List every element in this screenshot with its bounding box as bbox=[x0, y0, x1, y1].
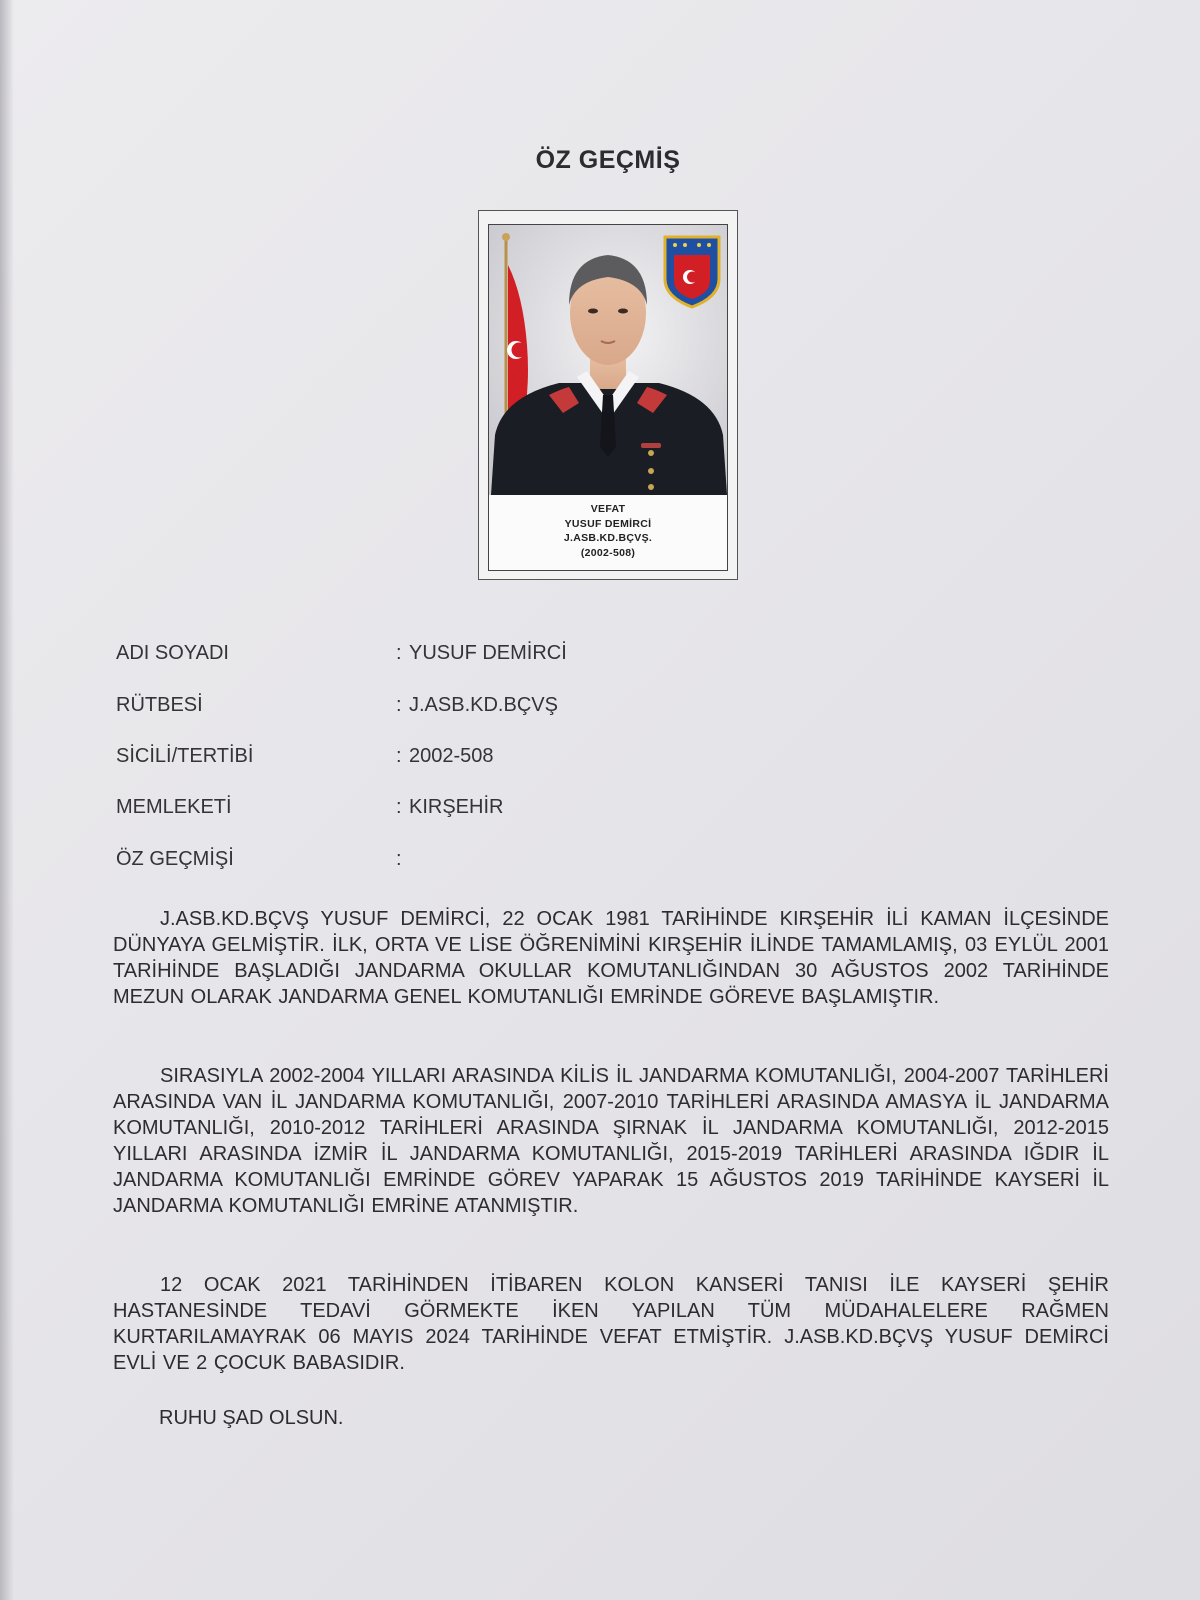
field-value: 2002-508 bbox=[409, 745, 494, 767]
caption-line: VEFAT bbox=[590, 503, 626, 515]
jandarma-emblem-icon bbox=[665, 237, 719, 307]
field-label: RÜTBESİ bbox=[116, 694, 203, 716]
caption-line: J.ASB.KD.BÇVŞ. bbox=[563, 532, 653, 544]
field-label: SİCİLİ/TERTİBİ bbox=[116, 745, 254, 767]
photo-caption bbox=[489, 502, 727, 560]
field-value: KIRŞEHİR bbox=[409, 796, 504, 818]
page-edge-shadow bbox=[0, 0, 14, 1600]
biography-paragraph: J.ASB.KD.BÇVŞ YUSUF DEMİRCİ, 22 OCAK 1981 TARİHİNDE KIRŞEHİR İLİ KAMAN İLÇESİNDE DÜNYAYA GELMİŞTİR. İLK, ORTA VE LİSE ÖĞRENİMİNİ KIRŞEHİR İLİNDE TAMAMLAMIŞ, 03 EYLÜL 2001 TARİHİNDE BAŞLADIĞI JANDARMA OKULLAR KOMUTANLIĞINDAN 30 AĞUSTOS 2002 TARİHİNDE MEZUN OLARAK JANDARMA GENEL KOMUTANLIĞI EMRİNDE GÖREVE BAŞLAMIŞTIR. bbox=[113, 908, 1109, 1008]
field-colon: : bbox=[396, 796, 402, 818]
field-label: ADI SOYADI bbox=[116, 642, 229, 664]
photo-inner-frame bbox=[488, 224, 728, 571]
field-colon: : bbox=[396, 642, 402, 664]
field-colon: : bbox=[396, 848, 402, 870]
field-value: J.ASB.KD.BÇVŞ bbox=[409, 694, 558, 716]
field-value: YUSUF DEMİRCİ bbox=[409, 642, 567, 664]
biography-paragraph: SIRASIYLA 2002-2004 YILLARI ARASINDA KİLİS İL JANDARMA KOMUTANLIĞI, 2004-2007 TARİHLERİ ARASINDA VAN İL JANDARMA KOMUTANLIĞI, 2007-2010 TARİHLERİ ARASINDA AMASYA İL JANDARMA KOMUTANLIĞI, 2010-2012 TARİHLERİ ARASINDA ŞIRNAK İL JANDARMA KOMUTANLIĞI, 2012-2015 YILLARI ARASINDA İZMİR İL JANDARMA KOMUTANLIĞI, 2015-2019 TARİHLERİ ARASINDA IĞDIR İL JANDARMA KOMUTANLIĞI EMRİNDE GÖREV YAPARAK 15 AĞUSTOS 2019 TARİHİNDE KAYSERİ İL JANDARMA KOMUTANLIĞI EMRİNE ATANMIŞTIR. bbox=[113, 1065, 1109, 1217]
document-title: ÖZ GEÇMİŞ bbox=[535, 146, 681, 174]
field-label: MEMLEKETİ bbox=[116, 796, 232, 818]
caption-line: (2002-508) bbox=[580, 546, 636, 559]
photo-card bbox=[478, 210, 738, 580]
field-colon: : bbox=[396, 694, 402, 716]
caption-line: YUSUF DEMİRCİ bbox=[564, 517, 652, 530]
field-colon: : bbox=[396, 745, 402, 767]
biography-paragraph: 12 OCAK 2021 TARİHİNDEN İTİBAREN KOLON KANSERİ TANISI İLE KAYSERİ ŞEHİR HASTANESİNDE TEDAVİ GÖRMEKTE İKEN YAPILAN TÜM MÜDAHALELERE RAĞMEN KURTARILAMAYRAK 06 MAYIS 2024 TARİHİNDE VEFAT ETMİŞTİR. J.ASB.KD.BÇVŞ YUSUF DEMİRCİ EVLİ VE 2 ÇOCUK BABASIDIR. bbox=[113, 1274, 1109, 1374]
field-label: ÖZ GEÇMİŞİ bbox=[116, 848, 234, 870]
closing-line: RUHU ŞAD OLSUN. bbox=[159, 1407, 344, 1429]
portrait-photo bbox=[489, 225, 727, 495]
